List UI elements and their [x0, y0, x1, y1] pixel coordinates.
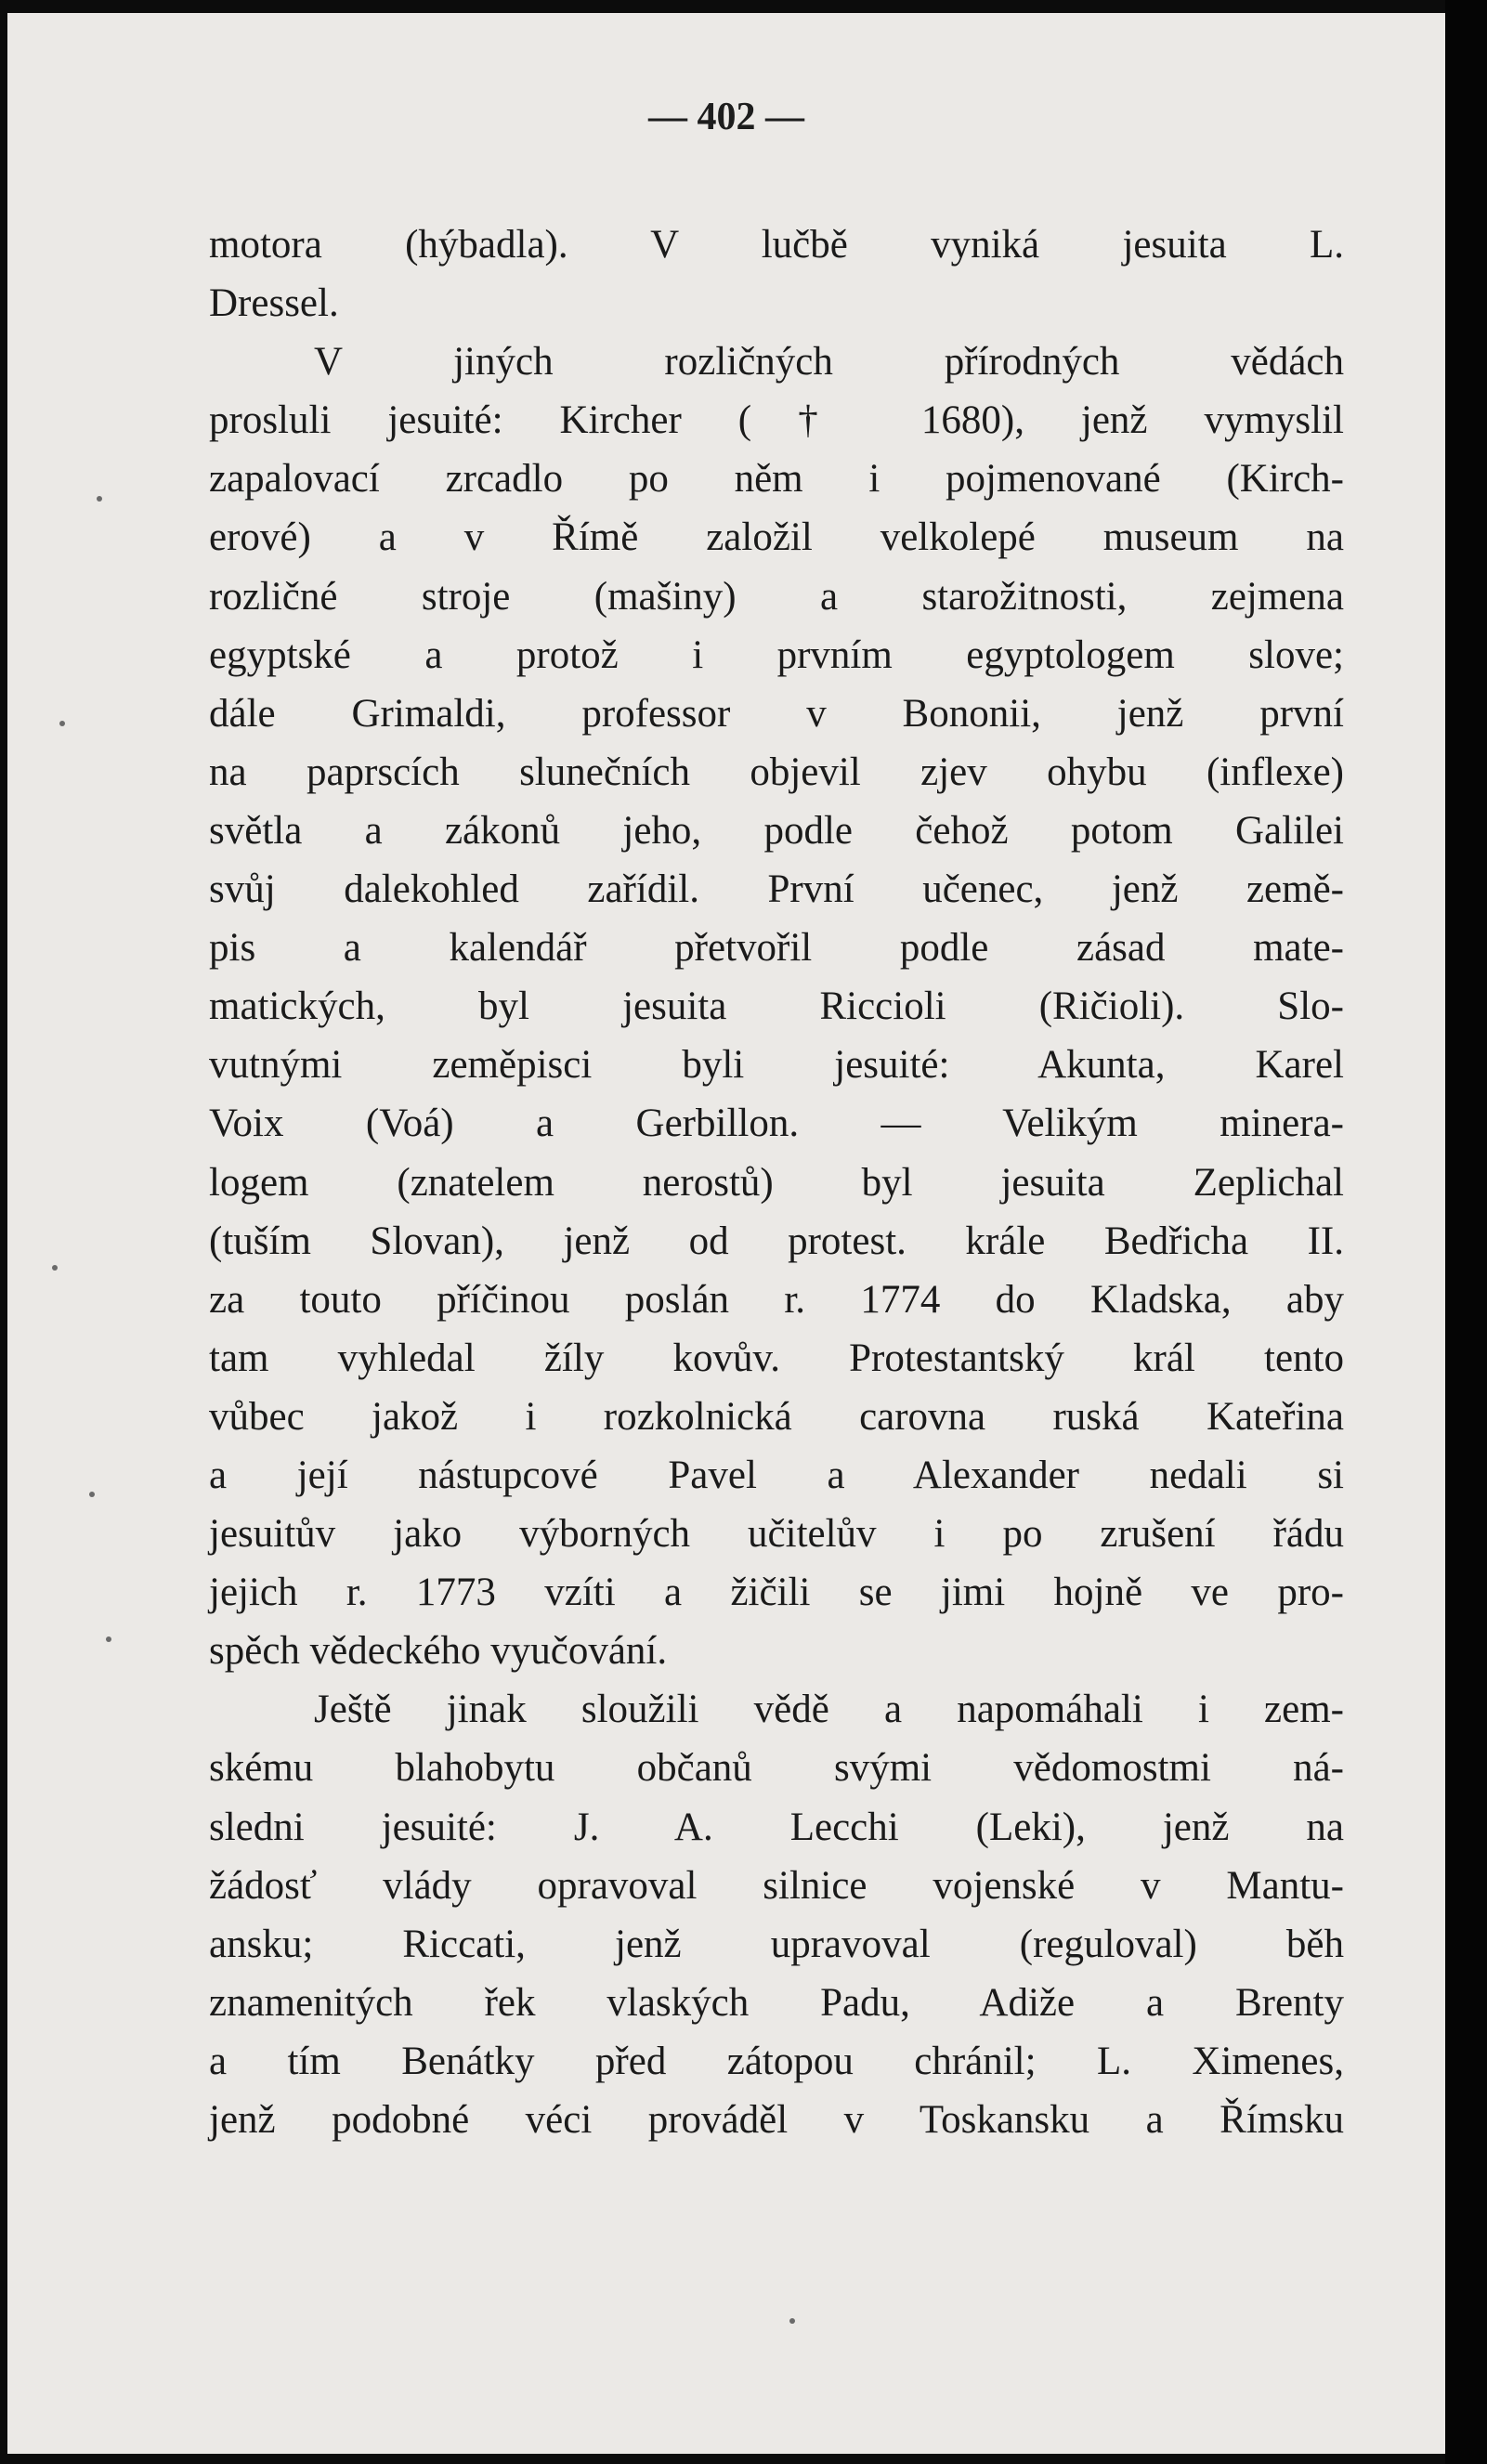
- text-line: svůj dalekohled zařídil. První učenec, jenž země-: [209, 867, 1344, 912]
- text-line: jejich r. 1773 vzíti a žičili se jimi hojně ve pro-: [209, 1571, 1344, 1615]
- text-line: a její nástupcové Pavel a Alexander nedali si: [209, 1453, 1344, 1497]
- text-line: vůbec jakož i rozkolnická carovna ruská Kateřina: [209, 1394, 1344, 1439]
- text-line: rozličné stroje (mašiny) a starožitnosti, zejmena: [209, 574, 1344, 619]
- text-line: vutnými zeměpisci byli jesuité: Akunta, Karel: [209, 1043, 1344, 1088]
- text-line: logem (znatelem nerostů) byl jesuita Zeplichal: [209, 1160, 1344, 1205]
- text-line: dále Grimaldi, professor v Bononii, jenž první: [209, 691, 1344, 736]
- text-line: ansku; Riccati, jenž upravoval (reguloval) běh: [209, 1922, 1344, 1966]
- text-line: skému blahobytu občanů svými vědomostmi ná-: [209, 1746, 1344, 1791]
- text-line: jesuitův jako výborných učitelův i po zrušení řádu: [209, 1512, 1344, 1557]
- book-page: [7, 13, 1445, 2454]
- text-line: matických, byl jesuita Riccioli (Ričioli). Slo-: [209, 984, 1344, 1029]
- paper-speck: [89, 1492, 95, 1497]
- text-line: motora (hýbadla). V lučbě vyniká jesuita L.: [209, 223, 1344, 267]
- text-line: Dressel.: [209, 281, 339, 326]
- text-line: Ještě jinak sloužili vědě a napomáhali i zem-: [314, 1688, 1344, 1732]
- text-line: erové) a v Římě založil velkolepé museum na: [209, 515, 1344, 560]
- paper-speck: [97, 496, 102, 502]
- page-number: — 402 —: [648, 96, 804, 138]
- paper-speck: [52, 1265, 58, 1271]
- scan-edge: [1445, 0, 1487, 2464]
- text-line: V jiných rozličných přírodných vědách: [314, 340, 1344, 385]
- text-line: pis a kalendář přetvořil podle zásad mate-: [209, 926, 1344, 971]
- text-line: světla a zákonů jeho, podle čehož potom Galilei: [209, 808, 1344, 853]
- paper-speck: [789, 2318, 795, 2324]
- body-text: [209, 215, 1344, 2149]
- paper-speck: [59, 721, 65, 726]
- text-line: Voix (Voá) a Gerbillon. — Velikým minera-: [209, 1102, 1344, 1146]
- text-line: egyptské a protož i prvním egyptologem slove;: [209, 632, 1344, 677]
- paper-speck: [106, 1636, 111, 1642]
- text-line: jenž podobné véci prováděl v Toskansku a Římsku: [209, 2098, 1344, 2142]
- text-line: za touto příčinou poslán r. 1774 do Kladska, aby: [209, 1277, 1344, 1322]
- text-line: sledni jesuité: J. A. Lecchi (Leki), jenž na: [209, 1805, 1344, 1849]
- text-line: (tuším Slovan), jenž od protest. krále Bedřicha II.: [209, 1219, 1344, 1263]
- text-line: tam vyhledal žíly kovův. Protestantský král tento: [209, 1336, 1344, 1380]
- text-line: zapalovací zrcadlo po něm i pojmenované (Kirch-: [209, 457, 1344, 502]
- text-line: na paprscích slunečních objevil zjev ohybu (inflexe): [209, 750, 1344, 794]
- text-line: prosluli jesuité: Kircher († 1680), jenž vymyslil: [209, 398, 1344, 443]
- text-line: a tím Benátky před zátopou chránil; L. Ximenes,: [209, 2039, 1344, 2083]
- text-line: znamenitých řek vlaských Padu, Adiže a Brenty: [209, 1980, 1344, 2025]
- text-line: spěch vědeckého vyučování.: [209, 1629, 668, 1674]
- text-line: žádosť vlády opravoval silnice vojenské v Mantu-: [209, 1863, 1344, 1908]
